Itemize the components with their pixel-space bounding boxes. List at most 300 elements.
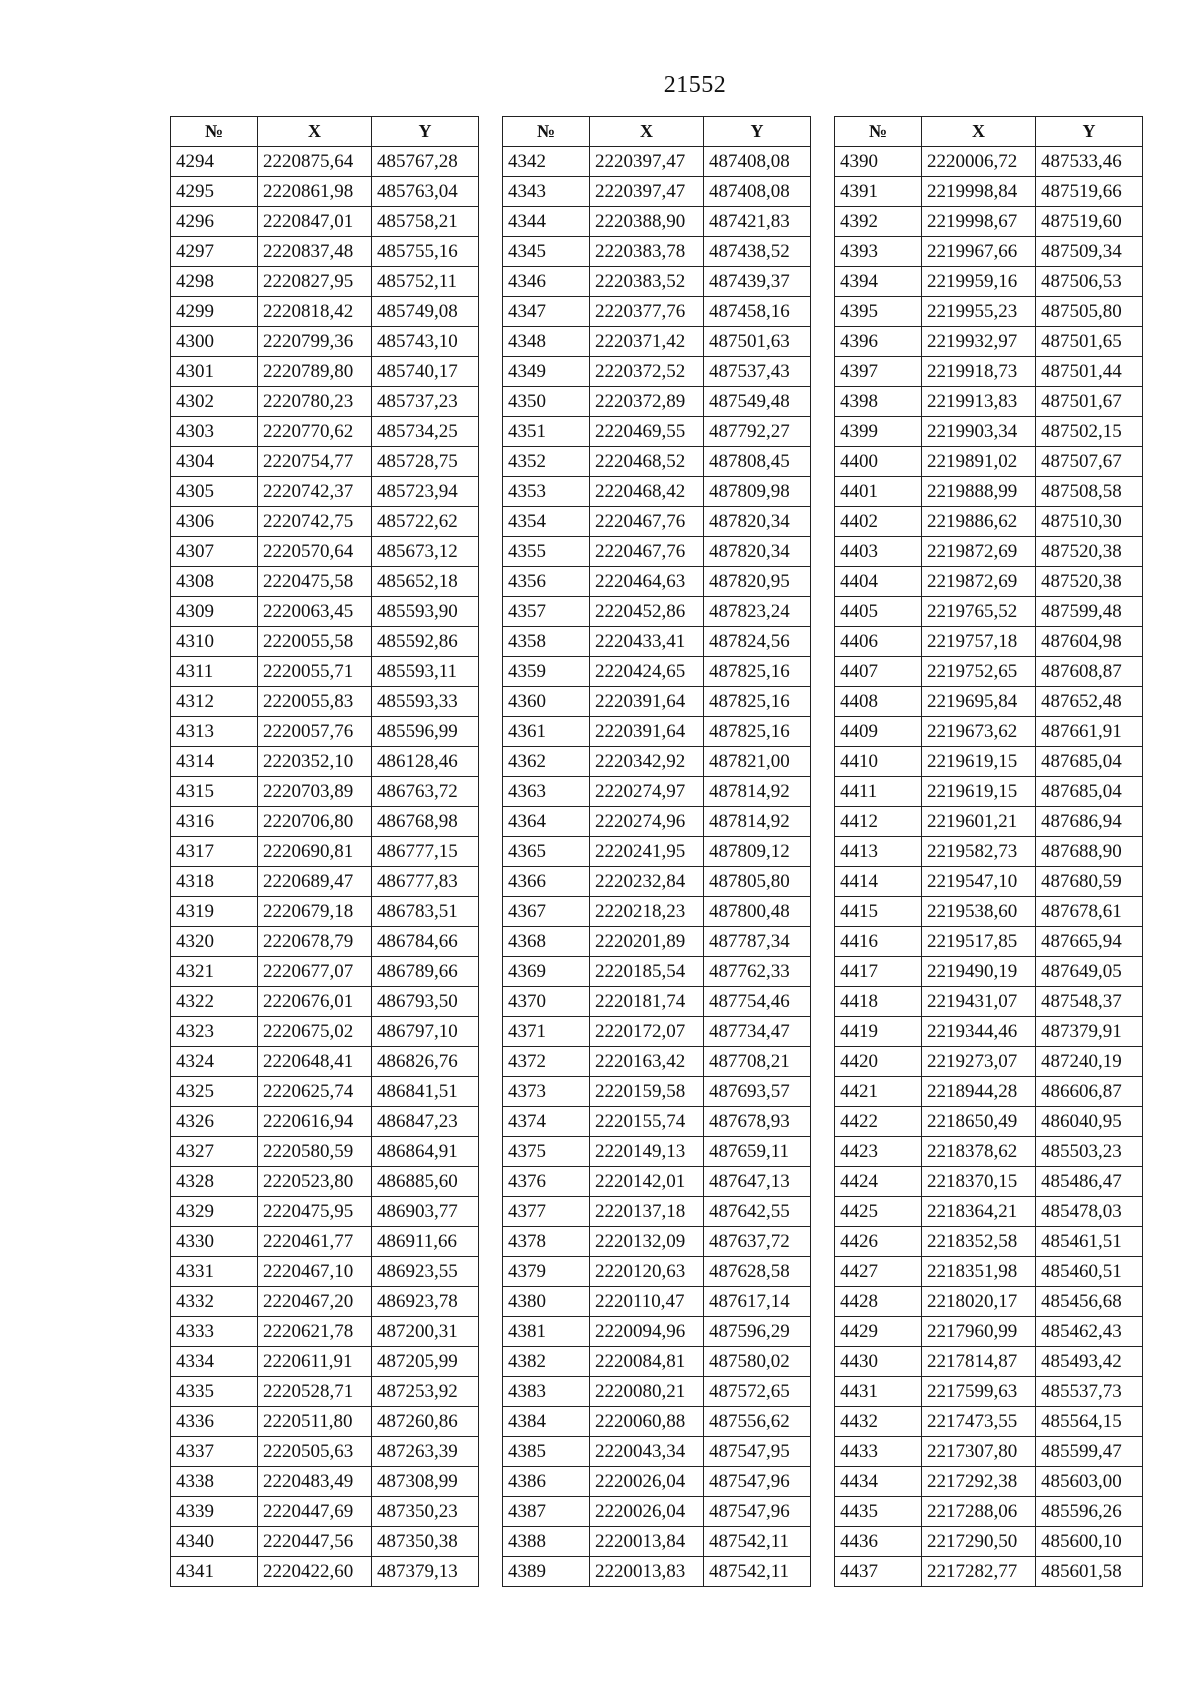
cell-x: 2219886,62 xyxy=(922,507,1036,537)
cell-x: 2219903,34 xyxy=(922,417,1036,447)
cell-y: 485478,03 xyxy=(1036,1197,1143,1227)
cell-x: 2220475,58 xyxy=(258,567,372,597)
table-row xyxy=(503,987,811,1017)
header-x: X xyxy=(922,117,1036,147)
cell-x: 2220377,76 xyxy=(590,297,704,327)
coordinates-table-3 xyxy=(834,116,1143,1587)
cell-y: 487680,59 xyxy=(1036,867,1143,897)
table-row xyxy=(171,627,479,657)
table-row xyxy=(503,807,811,837)
table-row xyxy=(503,1497,811,1527)
table-row xyxy=(171,477,479,507)
table-row xyxy=(171,1347,479,1377)
cell-number: 4420 xyxy=(835,1047,922,1077)
cell-x: 2220397,47 xyxy=(590,177,704,207)
cell-y: 487520,38 xyxy=(1036,567,1143,597)
cell-number: 4344 xyxy=(503,207,590,237)
cell-number: 4360 xyxy=(503,687,590,717)
table-row xyxy=(835,657,1143,687)
cell-y: 487240,19 xyxy=(1036,1047,1143,1077)
cell-number: 4304 xyxy=(171,447,258,477)
cell-number: 4314 xyxy=(171,747,258,777)
cell-x: 2220621,78 xyxy=(258,1317,372,1347)
cell-number: 4370 xyxy=(503,987,590,1017)
cell-x: 2219959,16 xyxy=(922,267,1036,297)
coordinates-table-2 xyxy=(502,116,811,1587)
cell-x: 2220676,01 xyxy=(258,987,372,1017)
cell-y: 485593,11 xyxy=(372,657,479,687)
cell-x: 2220352,10 xyxy=(258,747,372,777)
cell-y: 487580,02 xyxy=(704,1347,811,1377)
cell-number: 4342 xyxy=(503,147,590,177)
cell-number: 4319 xyxy=(171,897,258,927)
cell-number: 4311 xyxy=(171,657,258,687)
table-row xyxy=(503,1137,811,1167)
cell-x: 2220742,75 xyxy=(258,507,372,537)
table-row xyxy=(171,837,479,867)
cell-number: 4433 xyxy=(835,1437,922,1467)
cell-y: 485763,04 xyxy=(372,177,479,207)
cell-number: 4384 xyxy=(503,1407,590,1437)
table-row xyxy=(835,807,1143,837)
table-row xyxy=(171,1077,479,1107)
cell-number: 4410 xyxy=(835,747,922,777)
cell-y: 487599,48 xyxy=(1036,597,1143,627)
cell-number: 4374 xyxy=(503,1107,590,1137)
cell-y: 487820,34 xyxy=(704,537,811,567)
cell-y: 486826,76 xyxy=(372,1047,479,1077)
header-y: Y xyxy=(1036,117,1143,147)
cell-x: 2220689,47 xyxy=(258,867,372,897)
cell-y: 486128,46 xyxy=(372,747,479,777)
cell-y: 487809,98 xyxy=(704,477,811,507)
cell-y: 487253,92 xyxy=(372,1377,479,1407)
table-row xyxy=(171,1047,479,1077)
table-row xyxy=(835,267,1143,297)
table-row xyxy=(835,1197,1143,1227)
cell-number: 4419 xyxy=(835,1017,922,1047)
cell-x: 2220837,48 xyxy=(258,237,372,267)
cell-number: 4351 xyxy=(503,417,590,447)
cell-number: 4416 xyxy=(835,927,922,957)
cell-number: 4431 xyxy=(835,1377,922,1407)
table-row xyxy=(171,537,479,567)
cell-x: 2220580,59 xyxy=(258,1137,372,1167)
cell-y: 485767,28 xyxy=(372,147,479,177)
cell-y: 487734,47 xyxy=(704,1017,811,1047)
cell-number: 4299 xyxy=(171,297,258,327)
cell-x: 2220447,56 xyxy=(258,1527,372,1557)
cell-x: 2220827,95 xyxy=(258,267,372,297)
cell-y: 486793,50 xyxy=(372,987,479,1017)
cell-y: 487800,48 xyxy=(704,897,811,927)
table-row xyxy=(835,837,1143,867)
cell-x: 2220383,78 xyxy=(590,237,704,267)
cell-x: 2220181,74 xyxy=(590,987,704,1017)
table-row xyxy=(835,1047,1143,1077)
cell-y: 487508,58 xyxy=(1036,477,1143,507)
cell-y: 487438,52 xyxy=(704,237,811,267)
cell-number: 4383 xyxy=(503,1377,590,1407)
cell-x: 2220159,58 xyxy=(590,1077,704,1107)
table-row xyxy=(171,687,479,717)
table-row xyxy=(503,567,811,597)
cell-y: 487308,99 xyxy=(372,1467,479,1497)
cell-x: 2219490,19 xyxy=(922,957,1036,987)
cell-y: 486789,66 xyxy=(372,957,479,987)
cell-number: 4417 xyxy=(835,957,922,987)
cell-y: 486777,83 xyxy=(372,867,479,897)
cell-x: 2220241,95 xyxy=(590,837,704,867)
cell-x: 2220447,69 xyxy=(258,1497,372,1527)
cell-number: 4430 xyxy=(835,1347,922,1377)
cell-x: 2219913,83 xyxy=(922,387,1036,417)
cell-y: 486841,51 xyxy=(372,1077,479,1107)
cell-x: 2220789,80 xyxy=(258,357,372,387)
cell-number: 4306 xyxy=(171,507,258,537)
cell-y: 487628,58 xyxy=(704,1257,811,1287)
table-row xyxy=(171,1257,479,1287)
table-row xyxy=(503,1527,811,1557)
coordinates-table-1 xyxy=(170,116,479,1587)
cell-y: 487542,11 xyxy=(704,1557,811,1587)
cell-y: 487678,93 xyxy=(704,1107,811,1137)
cell-number: 4418 xyxy=(835,987,922,1017)
cell-y: 487685,04 xyxy=(1036,747,1143,777)
table-row xyxy=(835,567,1143,597)
cell-number: 4322 xyxy=(171,987,258,1017)
table-row xyxy=(171,177,479,207)
cell-number: 4369 xyxy=(503,957,590,987)
cell-x: 2220648,41 xyxy=(258,1047,372,1077)
cell-y: 485486,47 xyxy=(1036,1167,1143,1197)
cell-number: 4336 xyxy=(171,1407,258,1437)
cell-number: 4401 xyxy=(835,477,922,507)
cell-number: 4376 xyxy=(503,1167,590,1197)
cell-x: 2220461,77 xyxy=(258,1227,372,1257)
cell-x: 2220678,79 xyxy=(258,927,372,957)
cell-number: 4349 xyxy=(503,357,590,387)
cell-x: 2217290,50 xyxy=(922,1527,1036,1557)
cell-x: 2219872,69 xyxy=(922,567,1036,597)
table-row xyxy=(835,1017,1143,1047)
header-x: X xyxy=(590,117,704,147)
cell-y: 487825,16 xyxy=(704,687,811,717)
cell-number: 4405 xyxy=(835,597,922,627)
header-y: Y xyxy=(704,117,811,147)
cell-x: 2219431,07 xyxy=(922,987,1036,1017)
cell-y: 485722,62 xyxy=(372,507,479,537)
table-row xyxy=(835,177,1143,207)
cell-x: 2220467,10 xyxy=(258,1257,372,1287)
table-row xyxy=(171,657,479,687)
cell-x: 2220818,42 xyxy=(258,297,372,327)
table-row xyxy=(171,747,479,777)
cell-x: 2220754,77 xyxy=(258,447,372,477)
cell-x: 2220371,42 xyxy=(590,327,704,357)
table-row xyxy=(171,897,479,927)
cell-number: 4387 xyxy=(503,1497,590,1527)
cell-number: 4371 xyxy=(503,1017,590,1047)
cell-number: 4353 xyxy=(503,477,590,507)
table-row xyxy=(503,897,811,927)
cell-x: 2219888,99 xyxy=(922,477,1036,507)
table-row xyxy=(835,1107,1143,1137)
table-row xyxy=(503,597,811,627)
cell-number: 4388 xyxy=(503,1527,590,1557)
cell-number: 4373 xyxy=(503,1077,590,1107)
cell-y: 486847,23 xyxy=(372,1107,479,1137)
table-row xyxy=(171,567,479,597)
cell-y: 486783,51 xyxy=(372,897,479,927)
cell-number: 4334 xyxy=(171,1347,258,1377)
cell-x: 2220511,80 xyxy=(258,1407,372,1437)
cell-y: 486911,66 xyxy=(372,1227,479,1257)
cell-number: 4411 xyxy=(835,777,922,807)
cell-number: 4328 xyxy=(171,1167,258,1197)
table-row xyxy=(171,1167,479,1197)
cell-y: 485593,90 xyxy=(372,597,479,627)
cell-x: 2220043,34 xyxy=(590,1437,704,1467)
cell-number: 4432 xyxy=(835,1407,922,1437)
cell-number: 4320 xyxy=(171,927,258,957)
cell-x: 2220706,80 xyxy=(258,807,372,837)
table-row xyxy=(503,777,811,807)
cell-number: 4354 xyxy=(503,507,590,537)
cell-y: 485737,23 xyxy=(372,387,479,417)
cell-y: 487458,16 xyxy=(704,297,811,327)
cell-x: 2220201,89 xyxy=(590,927,704,957)
cell-y: 487507,67 xyxy=(1036,447,1143,477)
table-row xyxy=(503,297,811,327)
cell-x: 2218370,15 xyxy=(922,1167,1036,1197)
cell-x: 2218378,62 xyxy=(922,1137,1036,1167)
cell-y: 485673,12 xyxy=(372,537,479,567)
cell-number: 4362 xyxy=(503,747,590,777)
table-row xyxy=(503,1347,811,1377)
table-row xyxy=(503,447,811,477)
table-row xyxy=(835,1557,1143,1587)
cell-x: 2220467,20 xyxy=(258,1287,372,1317)
cell-x: 2220055,83 xyxy=(258,687,372,717)
table-row xyxy=(835,1527,1143,1557)
cell-y: 485740,17 xyxy=(372,357,479,387)
table-row xyxy=(835,1077,1143,1107)
cell-x: 2217473,55 xyxy=(922,1407,1036,1437)
cell-x: 2220006,72 xyxy=(922,147,1036,177)
table-row xyxy=(503,1107,811,1137)
cell-y: 487408,08 xyxy=(704,177,811,207)
cell-x: 2219872,69 xyxy=(922,537,1036,567)
table-row xyxy=(171,1287,479,1317)
cell-y: 487572,65 xyxy=(704,1377,811,1407)
cell-y: 487617,14 xyxy=(704,1287,811,1317)
cell-number: 4393 xyxy=(835,237,922,267)
table-row xyxy=(503,1197,811,1227)
cell-y: 487754,46 xyxy=(704,987,811,1017)
cell-x: 2219998,84 xyxy=(922,177,1036,207)
table-row xyxy=(835,1257,1143,1287)
table-row xyxy=(171,387,479,417)
table-row xyxy=(171,1317,479,1347)
cell-number: 4365 xyxy=(503,837,590,867)
cell-y: 487608,87 xyxy=(1036,657,1143,687)
cell-number: 4378 xyxy=(503,1227,590,1257)
header-x: X xyxy=(258,117,372,147)
cell-x: 2220055,58 xyxy=(258,627,372,657)
cell-number: 4338 xyxy=(171,1467,258,1497)
cell-x: 2220388,90 xyxy=(590,207,704,237)
cell-y: 486885,60 xyxy=(372,1167,479,1197)
table-row xyxy=(835,597,1143,627)
table-row xyxy=(835,1407,1143,1437)
table-row xyxy=(503,1467,811,1497)
cell-y: 486923,78 xyxy=(372,1287,479,1317)
table-row xyxy=(503,147,811,177)
cell-x: 2219344,46 xyxy=(922,1017,1036,1047)
cell-y: 485758,21 xyxy=(372,207,479,237)
table-row xyxy=(835,627,1143,657)
cell-x: 2220875,64 xyxy=(258,147,372,177)
cell-x: 2219757,18 xyxy=(922,627,1036,657)
cell-x: 2220611,91 xyxy=(258,1347,372,1377)
cell-y: 487533,46 xyxy=(1036,147,1143,177)
cell-number: 4333 xyxy=(171,1317,258,1347)
table-row xyxy=(503,867,811,897)
cell-x: 2220084,81 xyxy=(590,1347,704,1377)
cell-x: 2219619,15 xyxy=(922,747,1036,777)
header-y: Y xyxy=(372,117,479,147)
cell-y: 487642,55 xyxy=(704,1197,811,1227)
cell-x: 2220013,84 xyxy=(590,1527,704,1557)
cell-y: 487379,13 xyxy=(372,1557,479,1587)
cell-y: 487506,53 xyxy=(1036,267,1143,297)
cell-x: 2220013,83 xyxy=(590,1557,704,1587)
cell-x: 2217307,80 xyxy=(922,1437,1036,1467)
cell-y: 487200,31 xyxy=(372,1317,479,1347)
cell-x: 2220060,88 xyxy=(590,1407,704,1437)
table-row xyxy=(835,987,1143,1017)
cell-y: 485593,33 xyxy=(372,687,479,717)
cell-number: 4364 xyxy=(503,807,590,837)
cell-number: 4421 xyxy=(835,1077,922,1107)
cell-number: 4435 xyxy=(835,1497,922,1527)
table-row xyxy=(835,147,1143,177)
cell-number: 4402 xyxy=(835,507,922,537)
page-number: 21552 xyxy=(663,72,727,98)
cell-x: 2218352,58 xyxy=(922,1227,1036,1257)
table-row xyxy=(835,237,1143,267)
table-row xyxy=(835,747,1143,777)
cell-y: 487686,94 xyxy=(1036,807,1143,837)
cell-number: 4382 xyxy=(503,1347,590,1377)
table-row xyxy=(835,447,1143,477)
cell-number: 4407 xyxy=(835,657,922,687)
table-row xyxy=(503,537,811,567)
cell-x: 2220218,23 xyxy=(590,897,704,927)
table-row xyxy=(171,327,479,357)
cell-x: 2220483,49 xyxy=(258,1467,372,1497)
cell-x: 2220274,96 xyxy=(590,807,704,837)
cell-y: 487350,38 xyxy=(372,1527,479,1557)
cell-number: 4406 xyxy=(835,627,922,657)
table-row xyxy=(171,927,479,957)
table-row xyxy=(171,1437,479,1467)
table-row xyxy=(835,1227,1143,1257)
cell-x: 2219582,73 xyxy=(922,837,1036,867)
cell-x: 2219967,66 xyxy=(922,237,1036,267)
table-row xyxy=(835,1317,1143,1347)
cell-number: 4308 xyxy=(171,567,258,597)
cell-number: 4335 xyxy=(171,1377,258,1407)
cell-x: 2220847,01 xyxy=(258,207,372,237)
cell-number: 4367 xyxy=(503,897,590,927)
cell-y: 486777,15 xyxy=(372,837,479,867)
table-row xyxy=(835,1347,1143,1377)
table-row xyxy=(835,1497,1143,1527)
cell-number: 4395 xyxy=(835,297,922,327)
cell-x: 2220677,07 xyxy=(258,957,372,987)
cell-y: 487787,34 xyxy=(704,927,811,957)
table-row xyxy=(171,447,479,477)
cell-x: 2220424,65 xyxy=(590,657,704,687)
table-row xyxy=(503,717,811,747)
cell-number: 4357 xyxy=(503,597,590,627)
table-row xyxy=(503,177,811,207)
cell-number: 4297 xyxy=(171,237,258,267)
cell-number: 4316 xyxy=(171,807,258,837)
cell-y: 487520,38 xyxy=(1036,537,1143,567)
table-row xyxy=(171,297,479,327)
table-row xyxy=(171,207,479,237)
table-row xyxy=(503,507,811,537)
table-row xyxy=(835,1167,1143,1197)
table-row xyxy=(835,537,1143,567)
cell-x: 2219695,84 xyxy=(922,687,1036,717)
cell-number: 4368 xyxy=(503,927,590,957)
cell-number: 4425 xyxy=(835,1197,922,1227)
cell-number: 4315 xyxy=(171,777,258,807)
table-row xyxy=(835,687,1143,717)
table-row xyxy=(171,1557,479,1587)
table-row xyxy=(171,357,479,387)
table-row xyxy=(503,1377,811,1407)
cell-number: 4348 xyxy=(503,327,590,357)
cell-y: 487519,66 xyxy=(1036,177,1143,207)
cell-number: 4350 xyxy=(503,387,590,417)
cell-x: 2219765,52 xyxy=(922,597,1036,627)
cell-y: 487501,67 xyxy=(1036,387,1143,417)
cell-x: 2220163,42 xyxy=(590,1047,704,1077)
cell-x: 2220469,55 xyxy=(590,417,704,447)
cell-x: 2219955,23 xyxy=(922,297,1036,327)
cell-y: 487350,23 xyxy=(372,1497,479,1527)
cell-y: 487649,05 xyxy=(1036,957,1143,987)
cell-number: 4343 xyxy=(503,177,590,207)
cell-number: 4437 xyxy=(835,1557,922,1587)
cell-number: 4414 xyxy=(835,867,922,897)
cell-number: 4415 xyxy=(835,897,922,927)
cell-y: 487502,15 xyxy=(1036,417,1143,447)
cell-y: 487647,13 xyxy=(704,1167,811,1197)
table-row xyxy=(503,1167,811,1197)
cell-x: 2217282,77 xyxy=(922,1557,1036,1587)
cell-y: 487408,08 xyxy=(704,147,811,177)
cell-number: 4380 xyxy=(503,1287,590,1317)
cell-y: 487805,80 xyxy=(704,867,811,897)
cell-y: 487825,16 xyxy=(704,717,811,747)
table-row xyxy=(503,957,811,987)
